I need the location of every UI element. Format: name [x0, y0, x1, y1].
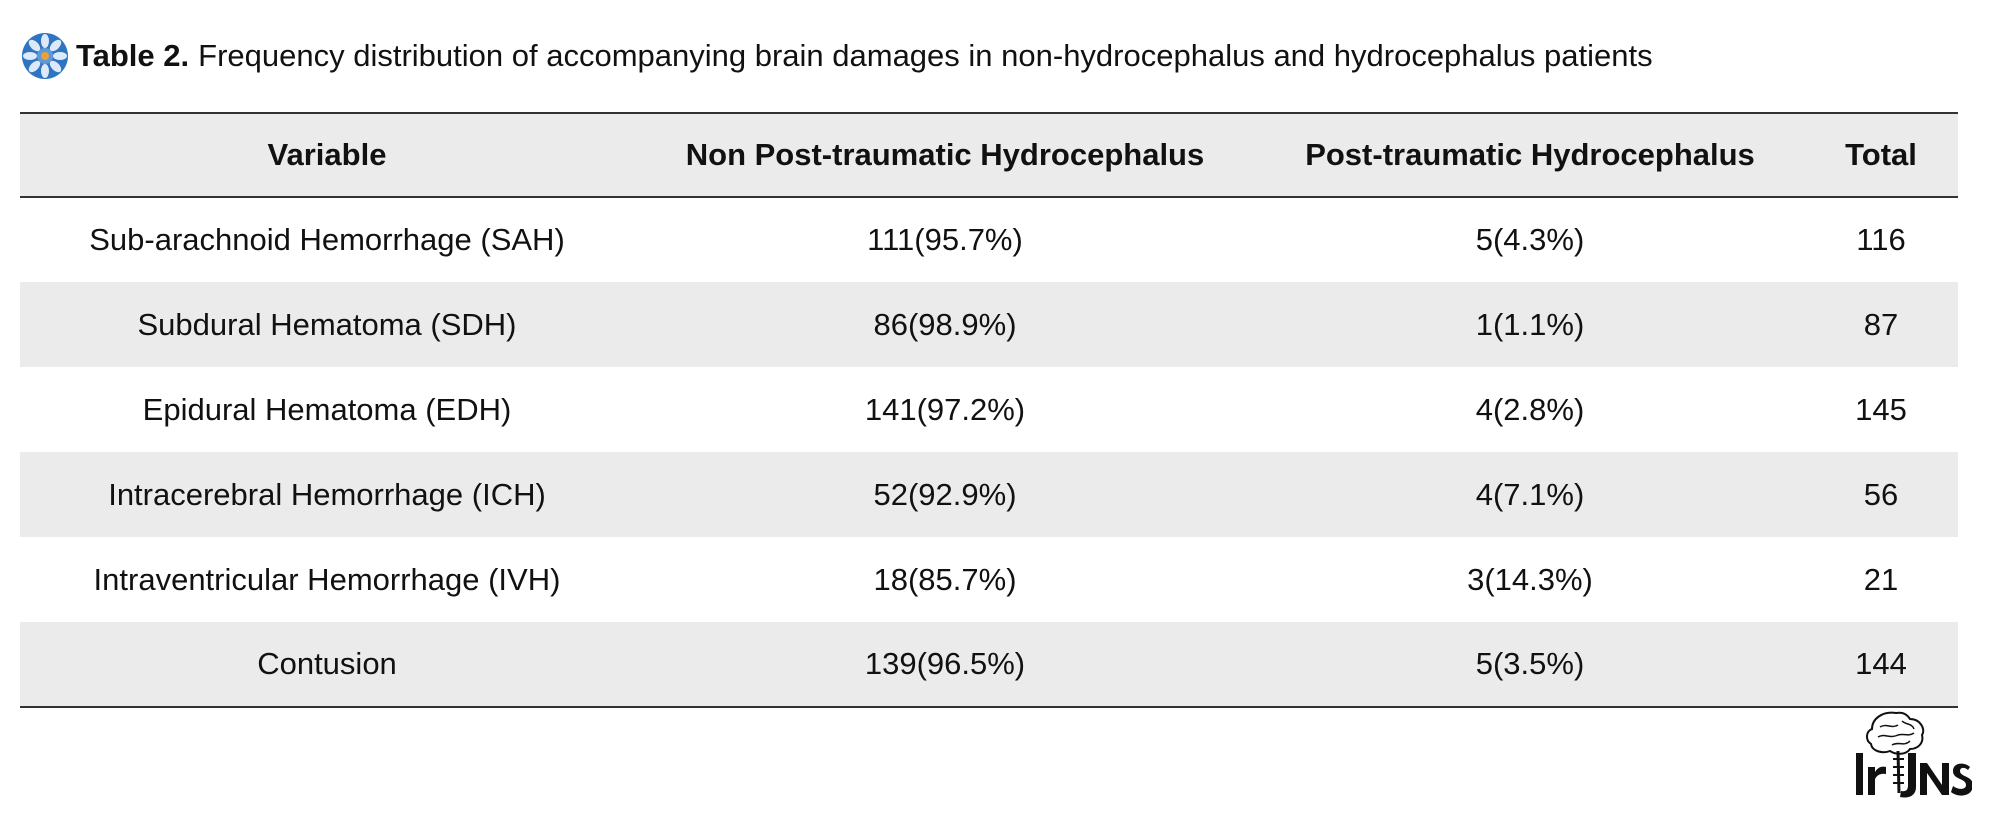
cell-variable: Sub-arachnoid Hemorrhage (SAH)	[89, 222, 565, 257]
cell-total: 87	[1863, 306, 1899, 342]
cell-pth: 5(3.5%)	[1256, 622, 1804, 707]
column-header-non-pth: Non Post-traumatic Hydrocephalus	[634, 113, 1256, 197]
cell-non-pth: 141(97.2%)	[864, 391, 1026, 427]
cell-pth: 1(1.1%)	[1475, 306, 1585, 342]
data-table	[20, 112, 1958, 708]
table-row	[20, 197, 1958, 282]
table-row	[20, 537, 1958, 622]
table-row	[20, 622, 1958, 707]
cell-non-pth: 52(92.9%)	[873, 476, 1017, 512]
flower-ornament-icon	[20, 31, 70, 81]
cell-pth: 5(4.3%)	[1475, 222, 1585, 257]
table-header-row	[20, 113, 1958, 197]
cell-non-pth: 139(96.5%)	[634, 622, 1256, 707]
cell-pth: 4(7.1%)	[1475, 476, 1585, 512]
cell-variable: Intracerebral Hemorrhage (ICH)	[108, 476, 546, 512]
caption-label: Table 2.	[76, 38, 190, 73]
column-header-total: Total	[1804, 113, 1958, 197]
cell-variable: Intraventricular Hemorrhage (IVH)	[93, 561, 561, 597]
caption-text: Frequency distribution of accompanying brain damages in non-hydrocephalus and hydrocephalus patients	[198, 38, 1653, 73]
table-row	[20, 367, 1958, 452]
cell-total: 21	[1863, 561, 1899, 597]
data-table-container	[20, 112, 1958, 708]
table-caption	[20, 30, 1653, 82]
cell-variable: Contusion	[20, 622, 634, 707]
cell-variable: Epidural Hematoma (EDH)	[142, 391, 512, 427]
cell-total: 116	[1856, 222, 1906, 257]
cell-variable: Subdural Hematoma (SDH)	[137, 306, 517, 342]
column-header-pth: Post-traumatic Hydrocephalus	[1256, 113, 1804, 197]
cell-total: 144	[1804, 622, 1958, 707]
cell-non-pth: 18(85.7%)	[873, 561, 1017, 597]
cell-pth: 3(14.3%)	[1467, 561, 1593, 597]
cell-pth: 4(2.8%)	[1475, 391, 1585, 427]
table-row	[20, 452, 1958, 537]
cell-total: 145	[1855, 391, 1907, 427]
table-row	[20, 282, 1958, 367]
cell-total: 56	[1863, 476, 1899, 512]
column-header-variable: Variable	[20, 113, 634, 197]
brain-spine-logo	[1852, 707, 1972, 799]
cell-non-pth: 86(98.9%)	[873, 306, 1017, 342]
cell-non-pth: 111(95.7%)	[867, 222, 1023, 257]
